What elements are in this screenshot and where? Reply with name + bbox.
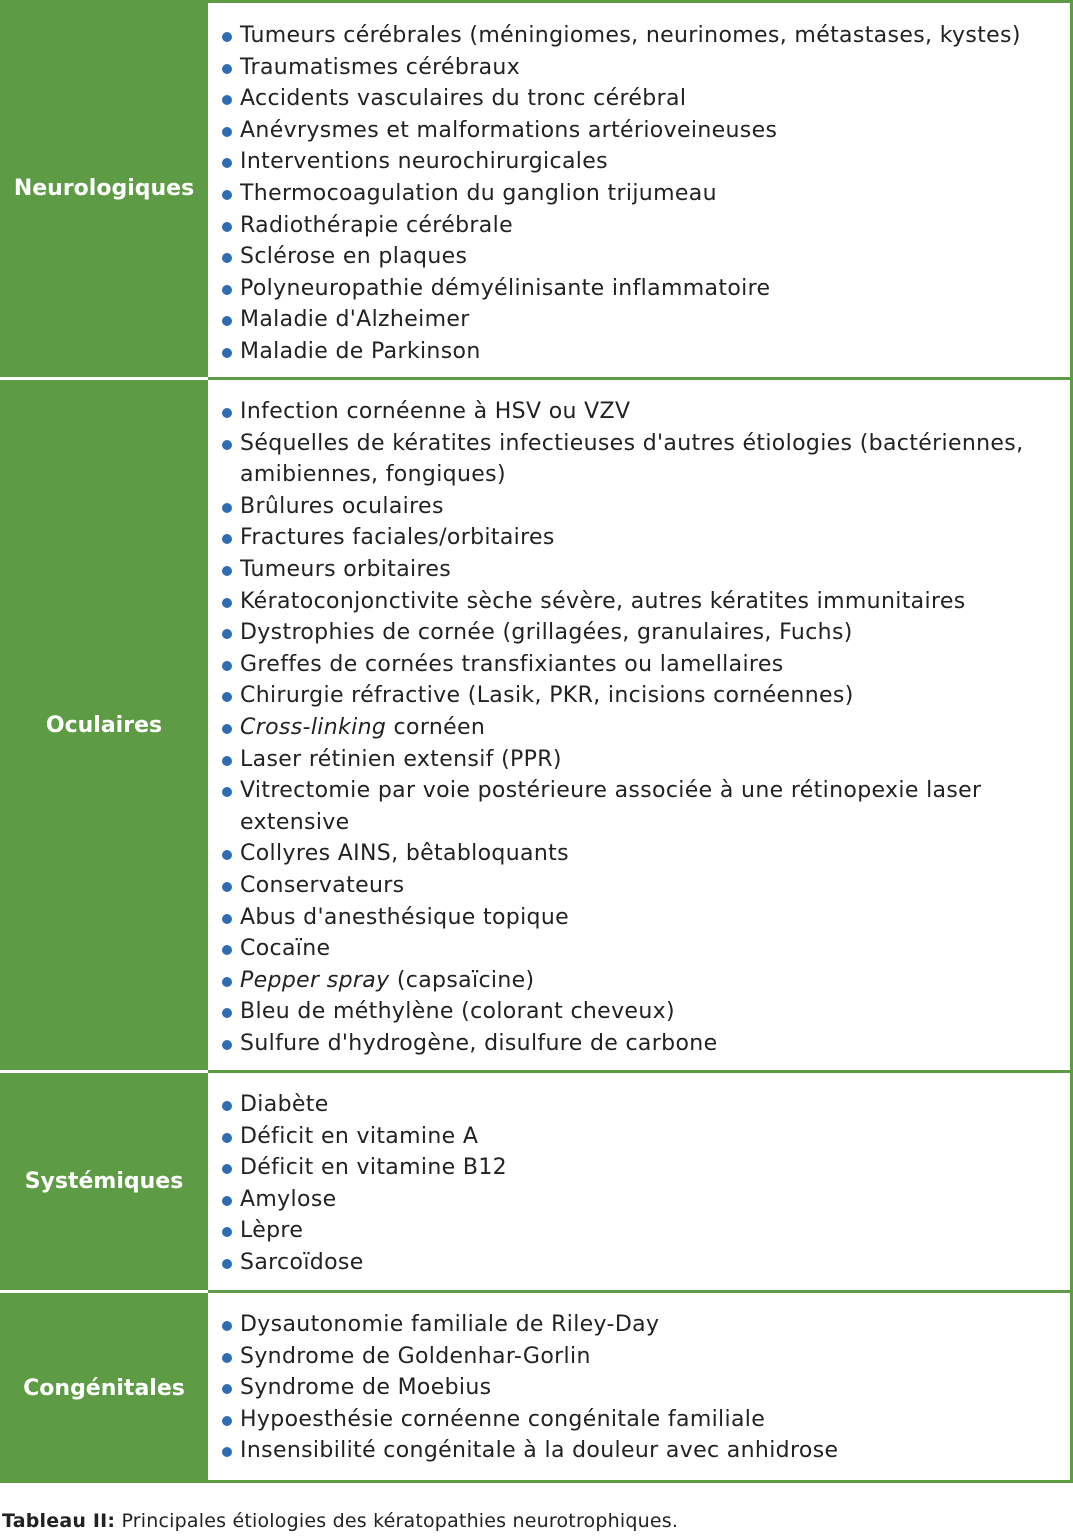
list-item: Abus d'anesthésique topique <box>222 902 1060 934</box>
list-item: Radiothérapie cérébrale <box>222 210 1060 242</box>
list-item: Conservateurs <box>222 870 1060 902</box>
bullet-icon <box>222 1416 232 1426</box>
category-label: Systémiques <box>0 1073 208 1293</box>
bullet-icon <box>222 222 232 232</box>
list-item: Sulfure d'hydrogène, disulfure de carbone <box>222 1028 1060 1060</box>
list-item: Diabète <box>222 1089 1060 1121</box>
list-item: Dysautonomie familiale de Riley-Day <box>222 1309 1060 1341</box>
list-item: Chirurgie réfractive (Lasik, PKR, incisions cornéennes) <box>222 680 1060 712</box>
bullet-icon <box>222 1133 232 1143</box>
bullet-icon <box>222 1384 232 1394</box>
list-item: Séquelles de kératites infectieuses d'autres étiologies (bactériennes, amibiennes, fongiques) <box>222 428 1060 491</box>
list-item: Sclérose en plaques <box>222 241 1060 273</box>
list-item: Greffes de cornées transfixiantes ou lamellaires <box>222 649 1060 681</box>
list-item: Syndrome de Moebius <box>222 1372 1060 1404</box>
list-item: Cocaïne <box>222 933 1060 965</box>
bullet-icon <box>222 629 232 639</box>
bullet-icon <box>222 1259 232 1269</box>
bullet-icon <box>222 127 232 137</box>
table-row-congenitales <box>0 1293 1073 1483</box>
list-item: Vitrectomie par voie postérieure associée à une rétinopexie laser extensive <box>222 775 1060 838</box>
caption-label: Tableau II: <box>2 1510 116 1532</box>
bullet-icon <box>222 1196 232 1206</box>
bullet-icon <box>222 692 232 702</box>
list-item: Hypoesthésie cornéenne congénitale familiale <box>222 1404 1060 1436</box>
list-item: Dystrophies de cornée (grillagées, granulaires, Fuchs) <box>222 617 1060 649</box>
bullet-icon <box>222 566 232 576</box>
bullet-icon <box>222 408 232 418</box>
bullet-icon <box>222 661 232 671</box>
bullet-icon <box>222 1227 232 1237</box>
bullet-icon <box>222 756 232 766</box>
list-item: Amylose <box>222 1184 1060 1216</box>
list-item: Bleu de méthylène (colorant cheveux) <box>222 996 1060 1028</box>
bullet-icon <box>222 95 232 105</box>
bullet-icon <box>222 158 232 168</box>
bullet-icon <box>222 316 232 326</box>
list-item: Interventions neurochirurgicales <box>222 146 1060 178</box>
bullet-icon <box>222 787 232 797</box>
bullet-icon <box>222 724 232 734</box>
list-item: Tumeurs cérébrales (méningiomes, neurinomes, métastases, kystes) <box>222 20 1060 52</box>
bullet-icon <box>222 348 232 358</box>
list-item: Accidents vasculaires du tronc cérébral <box>222 83 1060 115</box>
category-label: Congénitales <box>0 1293 208 1483</box>
bullet-icon <box>222 850 232 860</box>
bullet-icon <box>222 440 232 450</box>
category-label: Neurologiques <box>0 0 208 380</box>
bullet-icon <box>222 914 232 924</box>
item-list <box>208 1073 1073 1293</box>
bullet-icon <box>222 285 232 295</box>
item-list <box>208 0 1073 380</box>
bullet-icon <box>222 534 232 544</box>
list-item: Pepper spray (capsaïcine) <box>222 965 1060 997</box>
bullet-icon <box>222 253 232 263</box>
list-item: Infection cornéenne à HSV ou VZV <box>222 396 1060 428</box>
list-item: Maladie de Parkinson <box>222 336 1060 368</box>
bullet-icon <box>222 945 232 955</box>
bullet-icon <box>222 32 232 42</box>
category-label: Oculaires <box>0 380 208 1073</box>
bullet-icon <box>222 1040 232 1050</box>
table-row-neurologiques <box>0 0 1073 380</box>
list-item: Déficit en vitamine B12 <box>222 1152 1060 1184</box>
list-item: Collyres AINS, bêtabloquants <box>222 838 1060 870</box>
item-list <box>208 1293 1073 1483</box>
list-item: Syndrome de Goldenhar-Gorlin <box>222 1341 1060 1373</box>
table-caption <box>2 1510 678 1532</box>
bullet-icon <box>222 1008 232 1018</box>
bullet-icon <box>222 1101 232 1111</box>
bullet-icon <box>222 1353 232 1363</box>
list-item: Sarcoïdose <box>222 1247 1060 1279</box>
table-row-systemiques <box>0 1073 1073 1293</box>
list-item: Brûlures oculaires <box>222 491 1060 523</box>
list-item: Insensibilité congénitale à la douleur avec anhidrose <box>222 1435 1060 1467</box>
list-item: Déficit en vitamine A <box>222 1121 1060 1153</box>
bullet-icon <box>222 977 232 987</box>
table-row-oculaires <box>0 380 1073 1073</box>
list-item: Kératoconjonctivite sèche sévère, autres kératites immunitaires <box>222 586 1060 618</box>
list-item: Fractures faciales/orbitaires <box>222 522 1060 554</box>
list-item: Laser rétinien extensif (PPR) <box>222 744 1060 776</box>
bullet-icon <box>222 64 232 74</box>
bullet-icon <box>222 1447 232 1457</box>
bullet-icon <box>222 503 232 513</box>
list-item: Tumeurs orbitaires <box>222 554 1060 586</box>
item-list <box>208 380 1073 1073</box>
bullet-icon <box>222 1164 232 1174</box>
list-item: Cross-linking cornéen <box>222 712 1060 744</box>
bullet-icon <box>222 1321 232 1331</box>
list-item: Anévrysmes et malformations artérioveineuses <box>222 115 1060 147</box>
bullet-icon <box>222 598 232 608</box>
list-item: Lèpre <box>222 1215 1060 1247</box>
bullet-icon <box>222 190 232 200</box>
list-item: Polyneuropathie démyélinisante inflammatoire <box>222 273 1060 305</box>
list-item: Traumatismes cérébraux <box>222 52 1060 84</box>
bullet-icon <box>222 882 232 892</box>
caption-text: Principales étiologies des kératopathies neurotrophiques. <box>115 1510 679 1532</box>
list-item: Thermocoagulation du ganglion trijumeau <box>222 178 1060 210</box>
list-item: Maladie d'Alzheimer <box>222 304 1060 336</box>
